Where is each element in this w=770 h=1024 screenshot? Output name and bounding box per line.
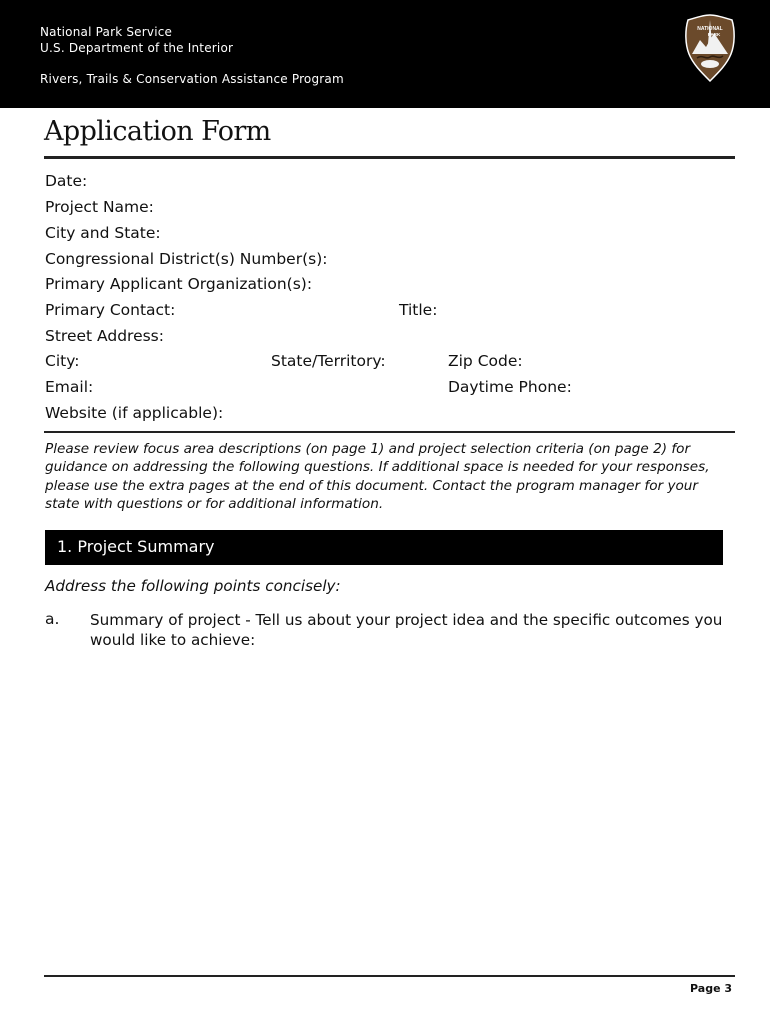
- city-state-label: City and State:: [45, 224, 161, 242]
- daytime-phone-label: Daytime Phone:: [448, 378, 572, 396]
- agency-name: National Park Service: [40, 25, 173, 39]
- logo-lettering: NATIONAL: [697, 26, 723, 32]
- footer-divider: [44, 975, 735, 977]
- question-text: Summary of project - Tell us about your project idea and the specific outcomes you would like to achieve:: [90, 611, 723, 649]
- congressional-district-label: Congressional District(s) Number(s):: [45, 250, 328, 268]
- applicant-organization-label: Primary Applicant Organization(s):: [45, 275, 313, 293]
- contact-title-label: Title:: [399, 301, 438, 319]
- arrowhead-logo-icon: [684, 14, 736, 82]
- fields-divider: [44, 431, 735, 433]
- project-name-label: Project Name:: [45, 198, 154, 216]
- state-territory-label: State/Territory:: [271, 352, 386, 370]
- email-label: Email:: [45, 378, 94, 396]
- program-name: Rivers, Trails & Conservation Assistance Program: [40, 72, 344, 86]
- title-divider: [44, 156, 735, 159]
- website-label: Website (if applicable):: [45, 404, 224, 422]
- form-title: Application Form: [44, 116, 271, 147]
- department-name: U.S. Department of the Interior: [40, 41, 234, 55]
- section-header: [45, 530, 723, 565]
- primary-contact-label: Primary Contact:: [45, 301, 176, 319]
- instructions-text: Please review focus area descriptions (on page 1) and project selection criteria (on page 2) for guidance on addressing the following questions. If additional space is needed for your responses, please use the extra pages at the end of this document. Contact the program manager for your state with questions or for additional information.: [45, 441, 710, 513]
- question-letter: a.: [45, 610, 60, 628]
- page-number: Page 3: [690, 982, 733, 995]
- page-header: [0, 0, 770, 108]
- logo-lettering-2: PARK: [707, 32, 721, 37]
- street-address-label: Street Address:: [45, 327, 164, 345]
- section-title: 1. Project Summary: [57, 537, 215, 556]
- city-label: City:: [45, 352, 80, 370]
- date-label: Date:: [45, 172, 88, 190]
- section-prompt: Address the following points concisely:: [45, 577, 341, 595]
- zip-code-label: Zip Code:: [448, 352, 523, 370]
